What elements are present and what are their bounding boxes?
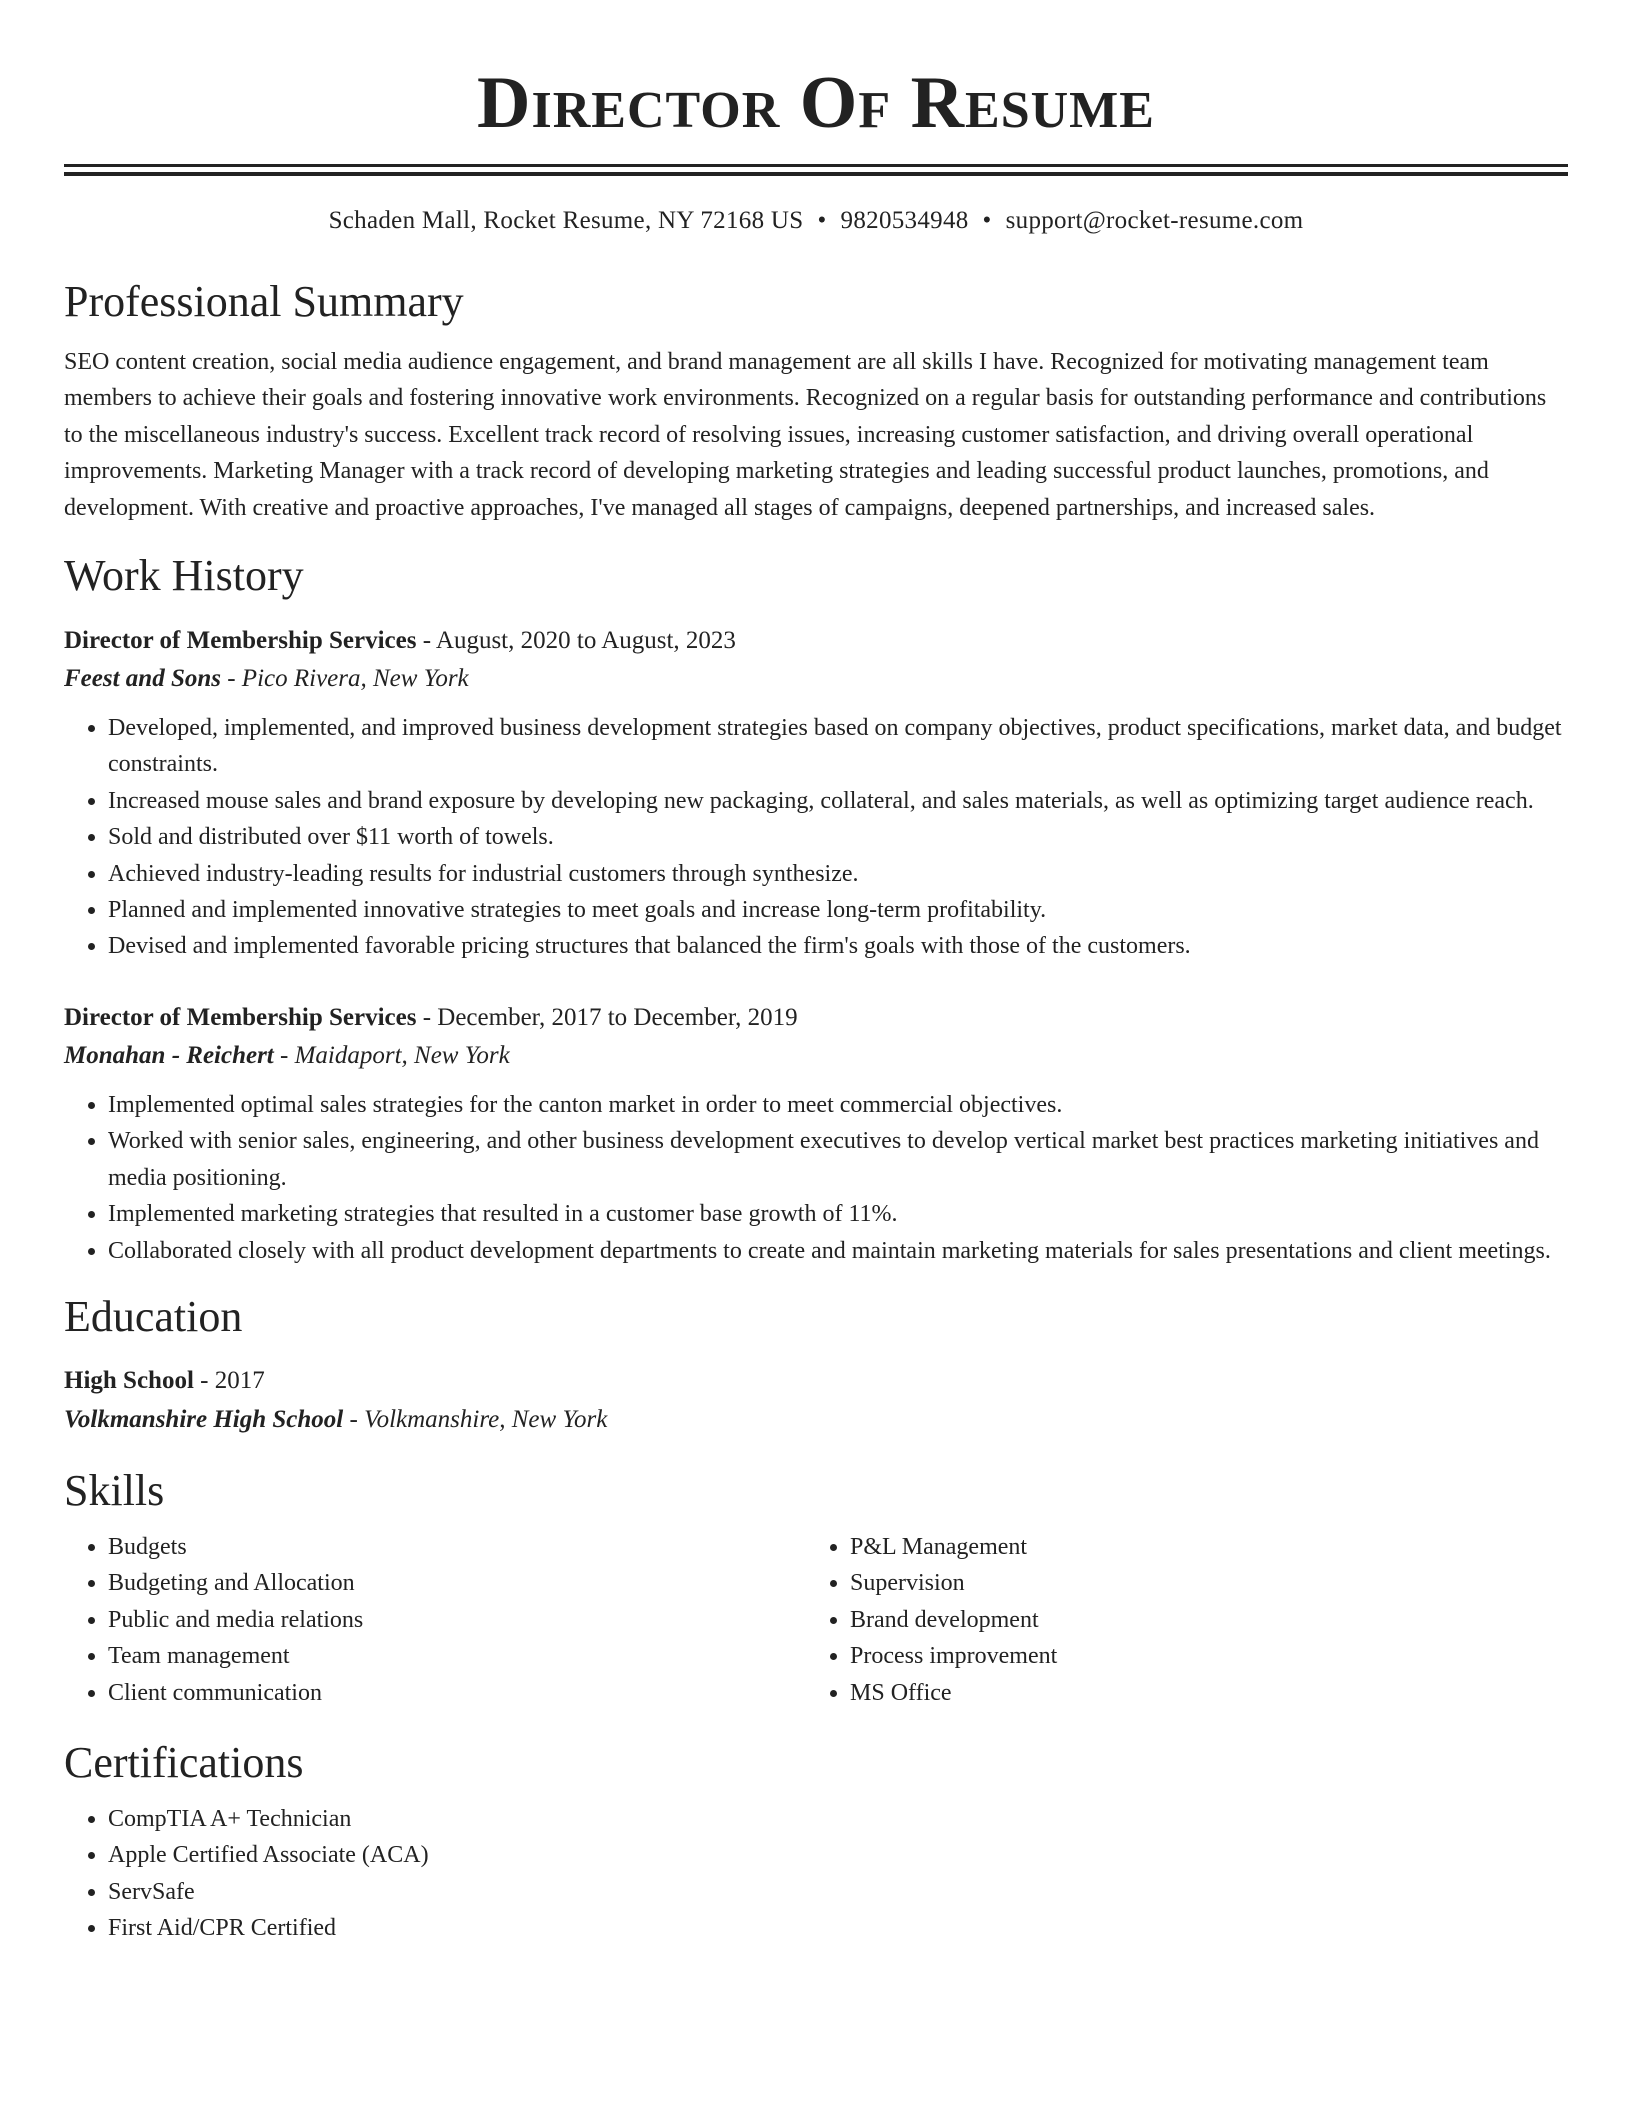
job-bullet: • Achieved industry-leading results for industrial customers through synthesize.	[108, 856, 1568, 892]
education-degree: High School	[64, 1366, 194, 1394]
section-title-skills: Skills	[64, 1465, 165, 1515]
education-entry	[64, 1361, 1568, 1439]
contact-phone: 9820534948	[840, 207, 969, 234]
job-bullets	[64, 710, 1568, 965]
skill-item: • Supervision	[850, 1565, 1548, 1601]
skill-item: • Budgets	[108, 1529, 806, 1565]
education-school-line	[64, 1401, 1568, 1439]
education-degree-line	[64, 1361, 1568, 1401]
education-location: - Volkmanshire, New York	[343, 1405, 608, 1433]
skill-item: • Brand development	[850, 1602, 1548, 1638]
job-bullets	[64, 1087, 1568, 1269]
skills-grid	[64, 1529, 1568, 1711]
skill-item: • Client communication	[108, 1675, 806, 1711]
job-bullet: • Collaborated closely with all product development departments to create and maintain marketing materials for sales presentations and client meetings.	[108, 1233, 1568, 1269]
job-company-line	[64, 1037, 1568, 1075]
certification-item: • CompTIA A+ Technician	[108, 1801, 1568, 1837]
certification-item: • Apple Certified Associate (ACA)	[108, 1837, 1568, 1873]
job-title-line	[64, 622, 1568, 660]
contact-address: Schaden Mall, Rocket Resume, NY 72168 US	[328, 207, 804, 234]
contact-line	[64, 204, 1568, 238]
job-bullet: • Implemented optimal sales strategies for the canton market in order to meet commercial objectives.	[108, 1087, 1568, 1123]
job-position: Director of Membership Services	[64, 627, 417, 655]
skill-item: • MS Office	[850, 1675, 1548, 1711]
skill-item: • Team management	[108, 1638, 806, 1674]
header-rule-top	[64, 164, 1568, 167]
resume-name: Director Of Resume	[477, 62, 1155, 144]
job-dates: - December, 2017 to December, 2019	[416, 1003, 798, 1031]
skill-item: • Budgeting and Allocation	[108, 1565, 806, 1601]
contact-separator: •	[817, 207, 827, 234]
certifications-list	[64, 1801, 1568, 1947]
job-company: Monahan - Reichert	[64, 1041, 274, 1069]
job-bullet: • Increased mouse sales and brand exposure by developing new packaging, collateral, and sales materials, as well as optimizing target audience reach.	[108, 783, 1568, 819]
skills-column-right	[806, 1529, 1548, 1711]
contact-email: support@rocket-resume.com	[1005, 207, 1304, 234]
job-bullet: • Sold and distributed over $11 worth of towels.	[108, 819, 1568, 855]
job-title-line	[64, 999, 1568, 1037]
job-location: - Maidaport, New York	[273, 1041, 510, 1069]
certification-item: • First Aid/CPR Certified	[108, 1910, 1568, 1946]
job-entry	[64, 999, 1568, 1269]
job-location: - Pico Rivera, New York	[220, 665, 469, 693]
education-year: - 2017	[193, 1366, 265, 1394]
section-title-certifications: Certifications	[64, 1737, 304, 1787]
education-school: Volkmanshire High School	[64, 1405, 344, 1433]
section-title-summary: Professional Summary	[64, 277, 464, 326]
summary-text: SEO content creation, social media audience engagement, and brand management are all skills I have. Recognized for motivating management team members to achieve their goals and fostering innovative work environments. Recognized on a regular basis for outstanding performance and contributions to the miscellaneous industry's success. Excellent track record of resolving issues, increasing customer satisfaction, and driving overall operational improvements. Marketing Manager with a track record of developing marketing strategies and leading successful product launches, promotions, and development. With creative and proactive approaches, I've managed all stages of campaigns, deepened partnerships, and increased sales.	[64, 349, 1547, 521]
skills-column-left	[64, 1529, 806, 1711]
job-bullet: • Implemented marketing strategies that resulted in a customer base growth of 11%.	[108, 1196, 1568, 1232]
job-dates: - August, 2020 to August, 2023	[416, 627, 736, 655]
job-position: Director of Membership Services	[64, 1003, 417, 1031]
contact-separator: •	[982, 207, 992, 234]
job-company-line	[64, 660, 1568, 698]
header-rule-bottom	[64, 172, 1568, 176]
job-entry	[64, 622, 1568, 965]
job-bullet: • Worked with senior sales, engineering, and other business development executives to develop vertical market best practices marketing initiatives and media positioning.	[108, 1123, 1568, 1196]
skill-item: • Process improvement	[850, 1638, 1548, 1674]
job-bullet: • Devised and implemented favorable pricing structures that balanced the firm's goals with those of the customers.	[108, 928, 1568, 964]
certification-item: • ServSafe	[108, 1874, 1568, 1910]
skill-item: • P&L Management	[850, 1529, 1548, 1565]
job-company: Feest and Sons	[64, 665, 221, 693]
job-bullet: • Planned and implemented innovative strategies to meet goals and increase long-term profitability.	[108, 892, 1568, 928]
section-title-work-history: Work History	[64, 551, 304, 601]
skill-item: • Public and media relations	[108, 1602, 806, 1638]
job-bullet: • Developed, implemented, and improved business development strategies based on company objectives, product specifications, market data, and budget constraints.	[108, 710, 1568, 783]
section-title-education: Education	[64, 1291, 243, 1341]
